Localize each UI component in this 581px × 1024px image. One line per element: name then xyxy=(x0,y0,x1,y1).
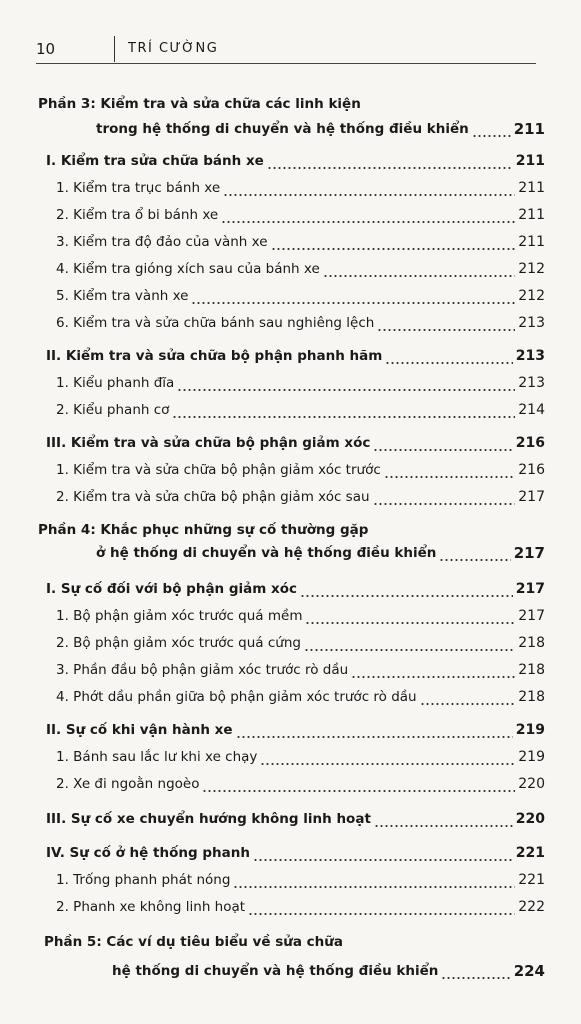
entry-label: 1. Bộ phận giảm xóc trước quá mềm xyxy=(56,608,303,624)
part3-title: Phần 3: Kiểm tra và sửa chữa các linh kiện xyxy=(38,96,361,112)
toc-entry-item xyxy=(56,173,545,197)
toc-entry-item xyxy=(56,742,545,766)
part4-title: Phần 4: Khắc phục những sự cố thường gặp xyxy=(38,522,369,538)
toc-entry-section xyxy=(46,574,545,598)
toc-entry-item xyxy=(56,308,545,332)
page-ref: 222 xyxy=(518,899,545,915)
page-ref: 212 xyxy=(518,261,545,277)
entry-label: 6. Kiểm tra và sửa chữa bánh sau nghiêng lệch xyxy=(56,315,375,331)
page-ref: 213 xyxy=(518,315,545,331)
dot-leader xyxy=(304,638,515,652)
page-ref: 213 xyxy=(518,375,545,391)
entry-label: 2. Bộ phận giảm xóc trước quá cứng xyxy=(56,635,301,651)
toc-entry-item xyxy=(56,769,545,793)
dot-leader xyxy=(384,465,516,479)
dot-leader xyxy=(260,752,515,766)
dot-leader xyxy=(373,492,516,506)
dot-leader xyxy=(191,291,515,305)
entry-label: II. Sự cố khi vận hành xe xyxy=(46,722,233,738)
toc-entry-item xyxy=(56,682,545,706)
toc-entry-section xyxy=(46,341,545,365)
dot-leader xyxy=(439,548,510,562)
toc-entry-item xyxy=(56,281,545,305)
entry-label: 1. Bánh sau lắc lư khi xe chạy xyxy=(56,749,258,765)
entry-label: 2. Phanh xe không linh hoạt xyxy=(56,899,246,915)
page-ref: 219 xyxy=(515,722,545,738)
page-ref: 212 xyxy=(518,288,545,304)
part5-subtitle: hệ thống di chuyển và hệ thống điều khiển xyxy=(112,963,439,979)
page-header xyxy=(36,36,566,66)
entry-label: 1. Kiểm tra và sửa chữa bộ phận giảm xóc trước xyxy=(56,462,381,478)
dot-leader xyxy=(236,725,513,739)
dot-leader xyxy=(374,814,513,828)
page-ref: 211 xyxy=(518,207,545,223)
page-ref: 221 xyxy=(515,845,545,861)
page-ref: 217 xyxy=(518,489,545,505)
toc-entry-section xyxy=(46,428,545,452)
header-rule xyxy=(36,63,536,64)
entry-label: 2. Kiểm tra và sửa chữa bộ phận giảm xóc sau xyxy=(56,489,370,505)
toc-entry-item xyxy=(56,655,545,679)
dot-leader xyxy=(323,264,516,278)
toc-entry-item xyxy=(56,455,545,479)
dot-leader xyxy=(420,692,516,706)
toc-entry-item xyxy=(56,395,545,419)
entry-label: III. Kiểm tra và sửa chữa bộ phận giảm xóc xyxy=(46,435,371,451)
dot-leader xyxy=(271,237,516,251)
toc-entry-item xyxy=(56,254,545,278)
dot-leader xyxy=(373,438,512,452)
toc-entry-part4 xyxy=(96,538,545,562)
page-ref: 219 xyxy=(518,749,545,765)
dot-leader xyxy=(248,902,515,916)
entry-label: I. Sự cố đối với bộ phận giảm xóc xyxy=(46,581,298,597)
page-ref: 217 xyxy=(513,544,545,562)
dot-leader xyxy=(172,405,515,419)
dot-leader xyxy=(233,875,515,889)
page-ref: 214 xyxy=(518,402,545,418)
page-ref: 218 xyxy=(518,635,545,651)
page-ref: 216 xyxy=(515,435,545,451)
dot-leader xyxy=(177,378,515,392)
entry-label: 1. Kiểu phanh đĩa xyxy=(56,375,175,391)
toc-entry-item xyxy=(56,892,545,916)
part3-subtitle: trong hệ thống di chuyển và hệ thống điều khiển xyxy=(96,121,469,137)
entry-label: III. Sự cố xe chuyển hướng không linh hoạt xyxy=(46,811,371,827)
toc-entry-item xyxy=(56,865,545,889)
page-ref: 211 xyxy=(518,234,545,250)
entry-label: 4. Phớt dầu phần giữa bộ phận giảm xóc trước rò dầu xyxy=(56,689,417,705)
dot-leader xyxy=(300,584,513,598)
page-ref: 211 xyxy=(513,120,545,138)
page-number: 10 xyxy=(36,40,56,58)
entry-label: 1. Kiểm tra trục bánh xe xyxy=(56,180,221,196)
entry-label: 3. Kiểm tra độ đảo của vành xe xyxy=(56,234,268,250)
dot-leader xyxy=(472,124,511,138)
page-ref: 224 xyxy=(513,962,545,980)
entry-label: 2. Kiểm tra ổ bi bánh xe xyxy=(56,207,219,223)
dot-leader xyxy=(223,183,515,197)
entry-label: IV. Sự cố ở hệ thống phanh xyxy=(46,845,250,861)
page-ref: 216 xyxy=(518,462,545,478)
toc-entry-section xyxy=(46,146,545,170)
page-ref: 220 xyxy=(515,811,545,827)
dot-leader xyxy=(385,351,512,365)
toc-entry-section xyxy=(46,838,545,862)
entry-label: 4. Kiểm tra gióng xích sau của bánh xe xyxy=(56,261,320,277)
toc-entry-item xyxy=(56,368,545,392)
dot-leader xyxy=(377,318,515,332)
entry-label: 5. Kiểm tra vành xe xyxy=(56,288,189,304)
page-ref: 220 xyxy=(518,776,545,792)
toc-entry-part3 xyxy=(96,114,545,138)
dot-leader xyxy=(305,611,515,625)
part4-subtitle: ở hệ thống di chuyển và hệ thống điều khiển xyxy=(96,545,437,561)
toc-entry-section xyxy=(46,715,545,739)
toc-entry-item xyxy=(56,601,545,625)
entry-label: 2. Kiểu phanh cơ xyxy=(56,402,170,418)
dot-leader xyxy=(221,210,515,224)
dot-leader xyxy=(202,779,515,793)
running-title: TRÍ CƯỜNG xyxy=(128,41,219,56)
dot-leader xyxy=(351,665,515,679)
page-ref: 213 xyxy=(515,348,545,364)
entry-label: 3. Phần đầu bộ phận giảm xóc trước rò dầu xyxy=(56,662,349,678)
dot-leader xyxy=(441,966,510,980)
dot-leader xyxy=(267,156,513,170)
entry-label: I. Kiểm tra sửa chữa bánh xe xyxy=(46,153,264,169)
page-ref: 211 xyxy=(518,180,545,196)
part5-title: Phần 5: Các ví dụ tiêu biểu về sửa chữa xyxy=(44,934,343,950)
entry-label: 2. Xe đi ngoằn ngoèo xyxy=(56,776,200,792)
entry-label: II. Kiểm tra và sửa chữa bộ phận phanh hãm xyxy=(46,348,383,364)
header-separator xyxy=(114,36,115,62)
toc-entry-part5 xyxy=(112,956,545,980)
toc-entry-item xyxy=(56,628,545,652)
page-ref: 218 xyxy=(518,689,545,705)
page-ref: 221 xyxy=(518,872,545,888)
toc-entry-item xyxy=(56,227,545,251)
toc-entry-section xyxy=(46,804,545,828)
page-ref: 217 xyxy=(518,608,545,624)
page-ref: 218 xyxy=(518,662,545,678)
dot-leader xyxy=(253,848,513,862)
page-ref: 211 xyxy=(515,153,545,169)
toc-entry-item xyxy=(56,200,545,224)
toc-entry-item xyxy=(56,482,545,506)
page-ref: 217 xyxy=(515,581,545,597)
entry-label: 1. Trống phanh phát nóng xyxy=(56,872,231,888)
